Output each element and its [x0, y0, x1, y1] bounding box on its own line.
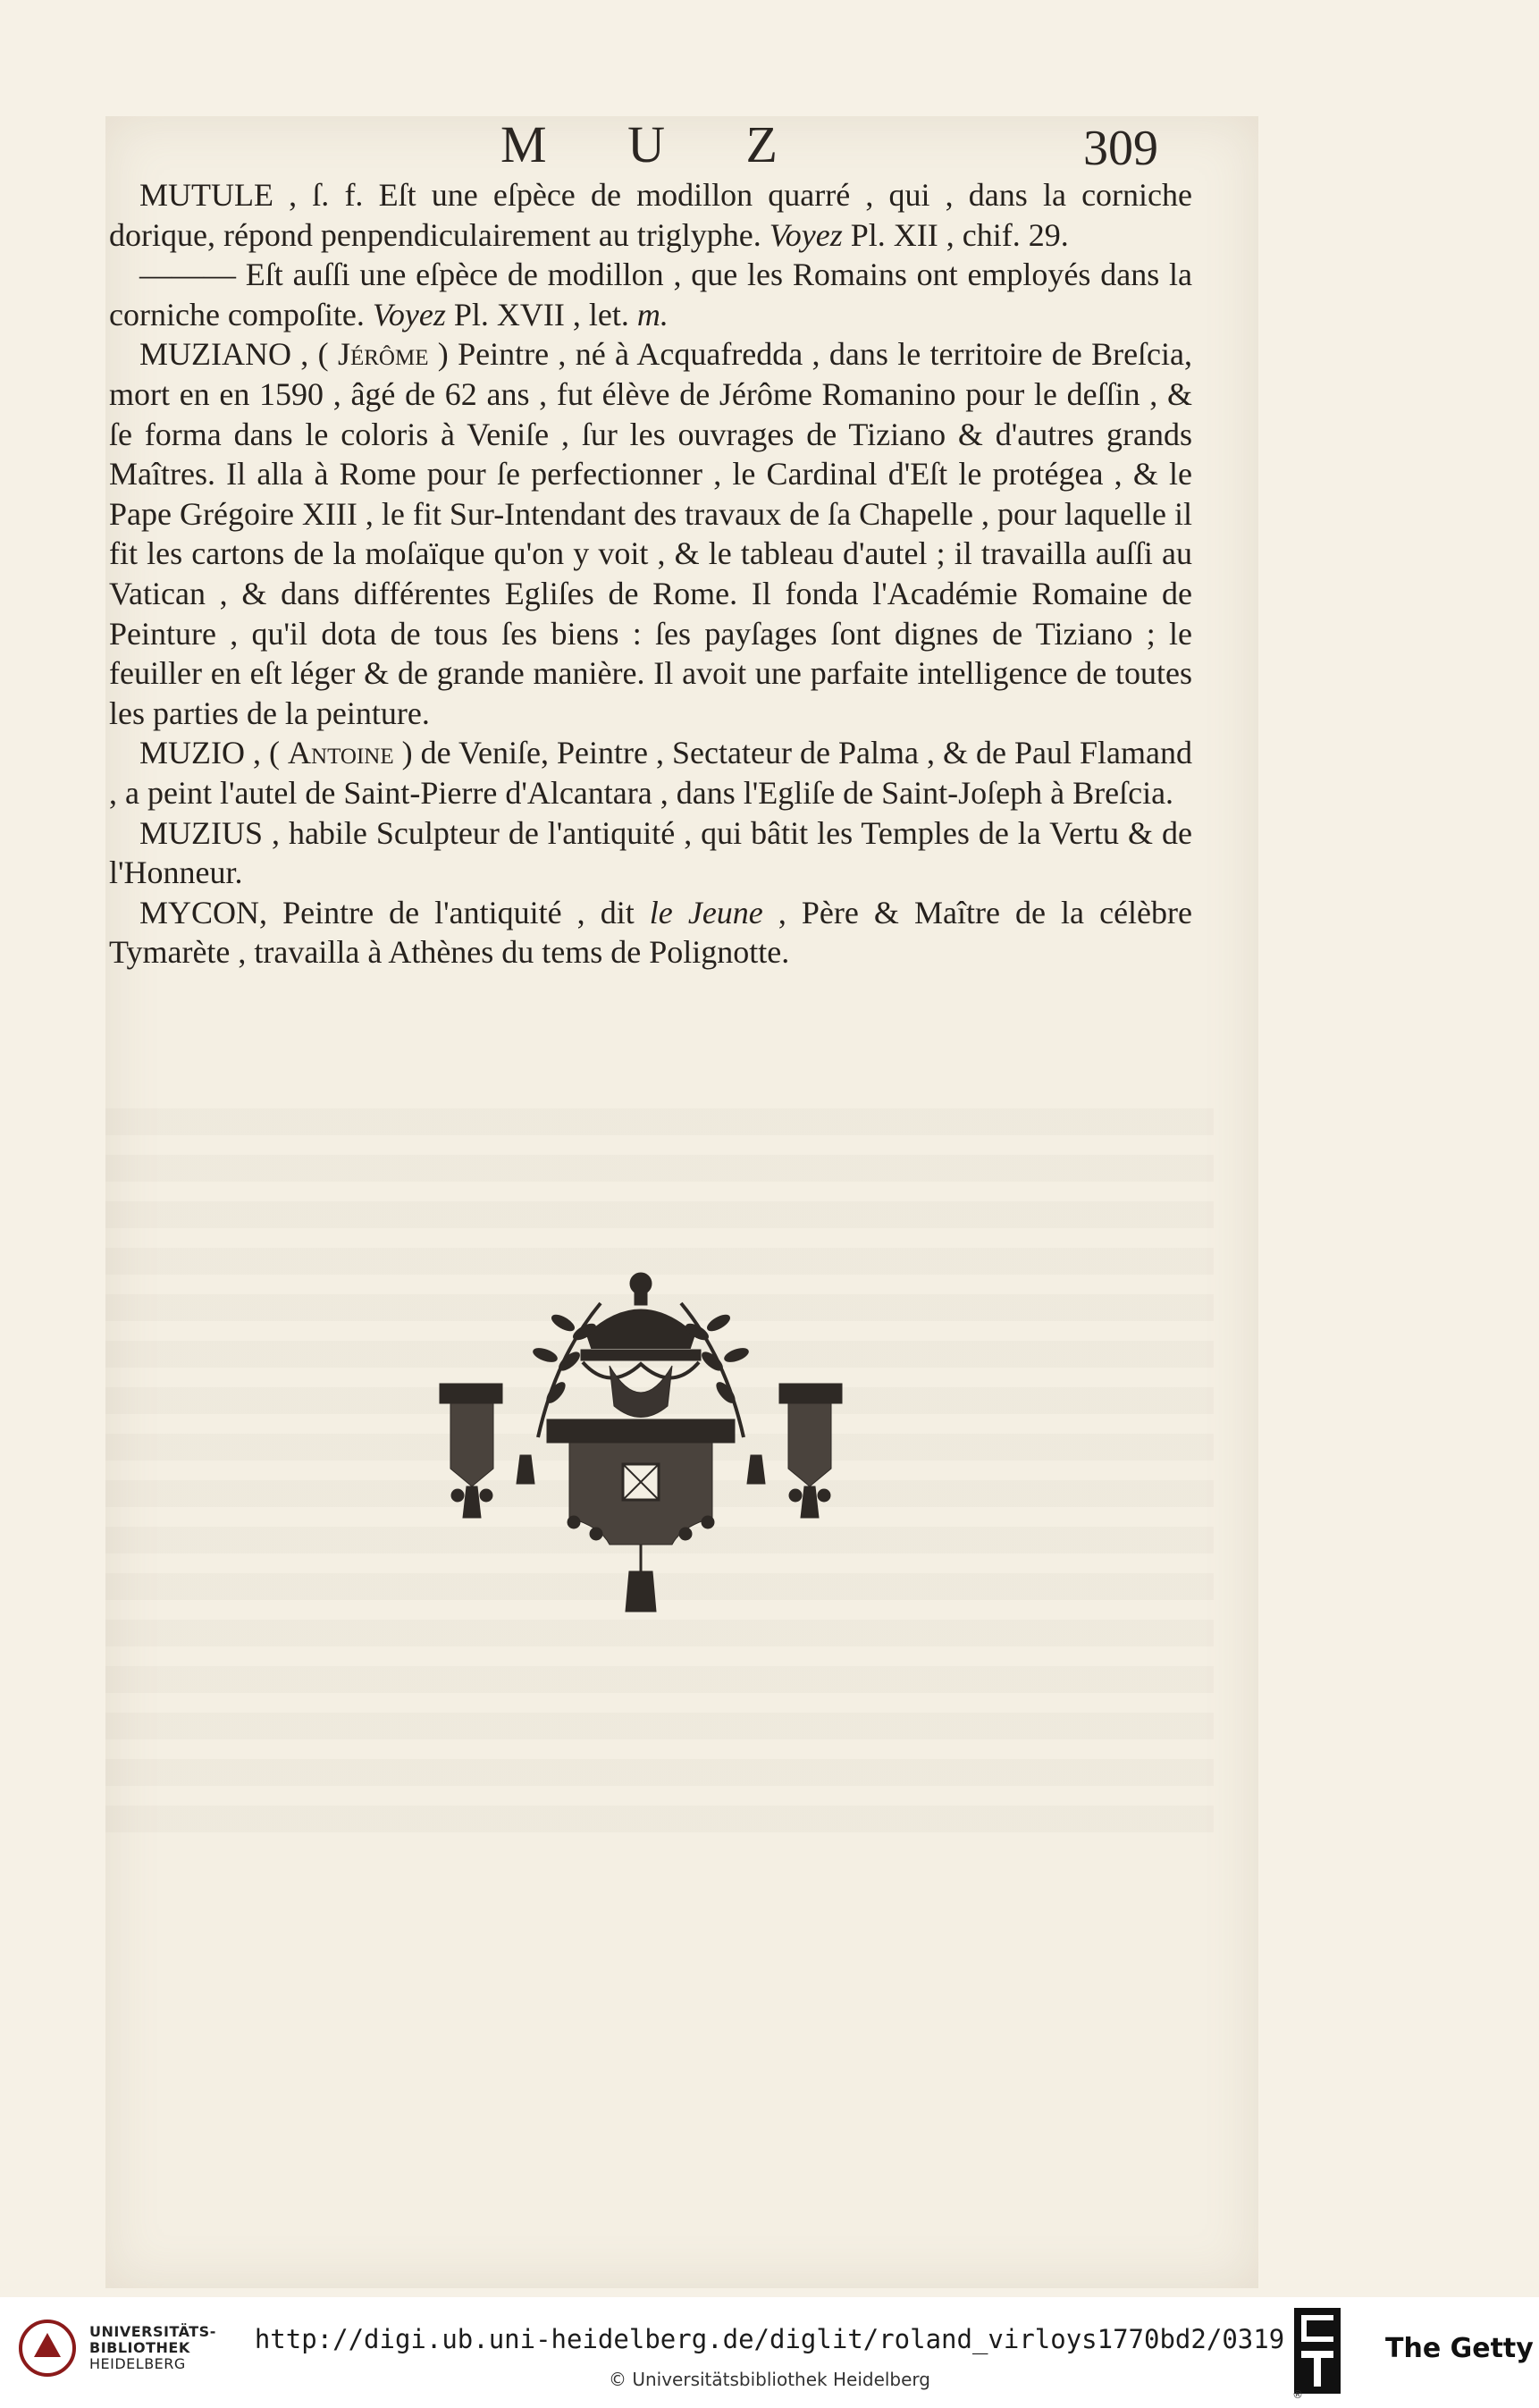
entry-paragraph [109, 813, 1192, 893]
entry-paragraph [109, 175, 1192, 255]
italic-text: Voyez [769, 216, 843, 253]
italic-text: m. [636, 296, 669, 333]
page-title: M U Z [500, 115, 812, 173]
text-run: Pl. XVII , let. [445, 296, 637, 333]
text-run: ) de Veniſe, Peintre , Sectateur de Palma , & de Paul Flamand , a peint l'autel de Saint-Pierre d'Alcantara , dans l'Egliſe de Saint-Joſeph à Breſcia. [109, 735, 1193, 811]
entry-paragraph [109, 334, 1192, 733]
page-number: 309 [1083, 121, 1158, 176]
small-caps-text: Antoine [288, 735, 394, 771]
registered-mark: ® [1292, 2388, 1303, 2401]
text-run: ) Peintre , né à Acquafredda , dans le territoire de Breſcia, mort en en 1590 , âgé de 62 ans , fut élève de Jérôme Romanino pour le deſſin , & ſe forma dans le coloris à Veniſe , ſur les ouvrages de Tiziano & d'autres grands Maîtres. Il alla à Rome pour ſe perfectionner , le Cardinal d'Eſt le protégea , & le Pape Grégoire XIII , le fit Sur-Intendant des travaux de ſa Chapelle , pour laquelle il fit les cartons de la moſaïque qu'on y voit , & le tableau d'autel ; il travailla auſſi au Vatican , & dans différentes Egliſes de Rome. Il fonda l'Académie Romaine de Peinture , qu'il dota de tous ſes biens : ſes payſages ſont dignes de Tiziano ; le feuiller en eſt léger & de grande manière. Il avoit une parfaite intelligence de toutes les parties de la peinture. [109, 336, 1193, 731]
getty-logo-icon [1294, 2308, 1341, 2394]
entry-paragraph [109, 255, 1192, 334]
text-run: ——— Eſt auſſi une eſpèce de modillon , que les Romains ont employés dans la corniche compoſite. [109, 257, 1192, 333]
library-name-line: HEIDELBERG [89, 2355, 186, 2372]
library-name-line: BIBLIOTHEK [89, 2339, 190, 2356]
partner-name: The Getty [1385, 2333, 1534, 2364]
library-name-line: UNIVERSITÄTS- [89, 2323, 216, 2340]
italic-text: le Jeune [649, 894, 763, 930]
text-run: MUTULE , ſ. f. Eſt une eſpèce de modillon quarré , qui , dans la corniche dorique, répond penpendiculairement au triglyphe. [109, 177, 1192, 253]
text-run: , Père & Maître de la célèbre Tymarète , travailla à Athènes du tems de Polignotte. [109, 894, 1193, 971]
italic-text: Voyez [372, 296, 446, 333]
text-run: MUZIUS , habile Sculpteur de l'antiquité , qui bâtit les Temples de la Vertu & de l'Honneur. [109, 814, 1192, 891]
tailpiece-ornament [431, 1250, 851, 1616]
small-caps-text: Jérôme [337, 336, 429, 373]
entry-paragraph [109, 893, 1192, 972]
body-text [109, 175, 1192, 972]
digitization-footer [0, 2297, 1539, 2408]
text-run: MUZIO , ( [139, 735, 289, 771]
entry-paragraph [109, 733, 1192, 812]
text-run: MYCON, Peintre de l'antiquité , dit [139, 894, 650, 930]
copyright-notice: © Universitätsbibliothek Heidelberg [608, 2369, 930, 2390]
text-run: MUZIANO , ( [139, 336, 338, 373]
permalink-url[interactable]: http://digi.ub.uni-heidelberg.de/diglit/roland_virloys1770bd2/0319 [254, 2324, 1285, 2354]
text-run: Pl. XII , chif. 29. [842, 216, 1069, 253]
